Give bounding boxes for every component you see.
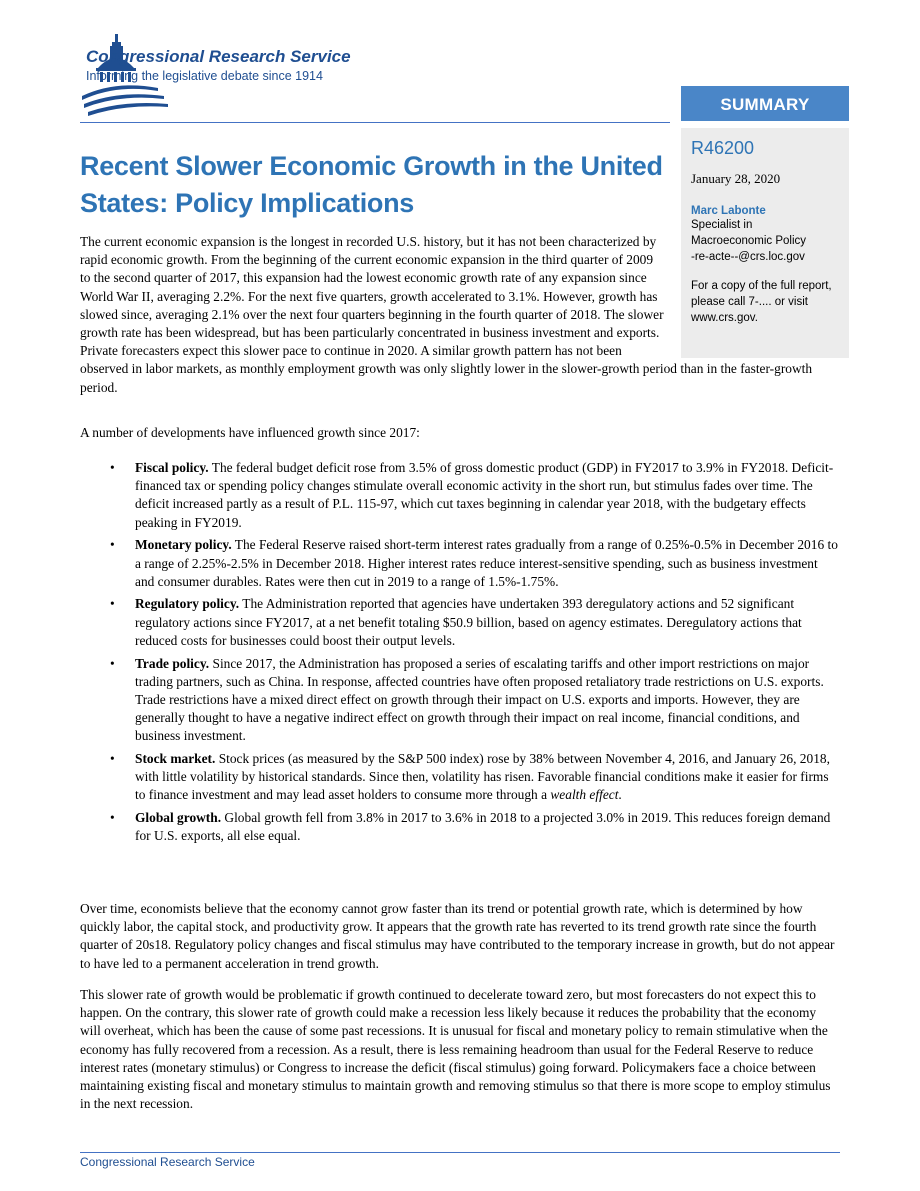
footer-divider — [80, 1152, 840, 1153]
developments-intro: A number of developments have influenced growth since 2017: — [80, 425, 420, 440]
author-email[interactable]: -re-acte--@crs.loc.gov — [691, 251, 805, 263]
bullet-heading: Monetary policy. — [135, 537, 232, 553]
title-line: States: Policy Implications — [80, 188, 415, 218]
bullet-heading: Regulatory policy. — [135, 596, 240, 612]
bullet-icon: • — [110, 596, 115, 612]
bullet-text: Since 2017, the Administration has proposed a series of escalating tariffs and other import restrictions on major trading partners, such as China. In response, affected countries have often proposed retaliatory trade restrictions on U.S. exports. Trade restrictions have a mixed direct effect on growth through their impact on U.S. exports and imports. However, they are generally thought to have a negative indirect effect on growth through their impact on real income, financial conditions, and business investment. — [135, 655, 824, 744]
header-divider — [80, 122, 670, 123]
copy-note-line: For a copy of the full report, — [691, 280, 832, 292]
bullet-heading: Stock market. — [135, 751, 216, 767]
author-name: Marc Labonte — [691, 205, 766, 217]
org-name: Congressional Research Service — [86, 47, 351, 66]
footer-text: Congressional Research Service — [80, 1155, 255, 1169]
author-title: Specialist in — [691, 219, 753, 231]
title-line: Recent Slower Economic Growth in the United — [80, 151, 663, 181]
bullet-italic: wealth effect — [550, 787, 619, 803]
list-item — [80, 750, 840, 805]
author-field: Macroeconomic Policy — [691, 235, 807, 247]
trend-paragraph: Over time, economists believe that the economy cannot grow faster than its trend or potential growth rate, which is determined by how quickly labor, the capital stock, and productivity grow. It appears that the growth rate has reverted to its trend growth rate since the fourth quarter of 20s18. Regulatory policy changes and fiscal stimulus may have contributed to the temporary increase in growth, but do not appear to have led to a permanent acceleration in trend growth. — [80, 901, 835, 971]
report-number: R46200 — [691, 138, 755, 158]
bullet-icon: • — [110, 537, 115, 553]
list-item — [80, 809, 840, 845]
bullet-text: The Administration reported that agencies have undertaken 393 deregulatory actions and 52 significant regulatory actions since FY2017, at a net benefit totaling $50.9 billion, based on agency estimates. Deregulatory actions that reduced costs for businesses could boost their output levels. — [135, 596, 802, 648]
list-item — [80, 459, 840, 532]
bullet-text: The Federal Reserve raised short-term interest rates gradually from a range of 0.25%-0.5% in December 2016 to a range of 2.25%-2.5% in December 2018. Higher interest rates reduce interest-sensitive spending, such as business investment and consumer durables. Rates were then cut in 2019 to a range of 1.5%-1.75%. — [135, 537, 838, 589]
bullet-tail: . — [618, 787, 622, 803]
bullet-text: The federal budget deficit rose from 3.5% of gross domestic product (GDP) in FY2017 to 3.9% in FY2018. Deficit-financed tax or spending policy changes stimulate overall economic activity in the short run, but stimulus fades over time. The deficit increased partly as a result of P.L. 115-97, which cut taxes beginning in calendar year 2018, with the budgetary effects peaking in FY2019. — [135, 460, 834, 530]
bullet-text: Stock prices (as measured by the S&P 500 index) rose by 38% between November 4, 2016, and January 26, 2018, with little volatility by historical standards. Since then, volatility has risen. Favorable financial conditions make it easier for firms to finance investment and may lead asset holders to consume more through a — [135, 751, 830, 803]
developments-list — [80, 459, 840, 850]
bullet-icon: • — [110, 751, 115, 767]
slower-growth-paragraph: This slower rate of growth would be problematic if growth continued to decelerate toward zero, but most forecasters do not expect this to happen. On the contrary, this slower rate of growth could make a recession less likely because it reduces the probability that the economy will overheat, which has been the cause of some past recessions. It is unusual for fiscal and monetary policy to remain stimulative when the economy has fully recovered from a recession. As a result, there is less remaining headroom than usual for the Federal Reserve to reduce interest rates (monetary stimulus) or Congress to increase the deficit (fiscal stimulus) going forward. Policymakers face a choice between maintaining existing fiscal and monetary stimulus to maintain growth and removing stimulus so that there is more scope to employ stimulus in the next recession. — [80, 987, 831, 1112]
bullet-icon: • — [110, 655, 115, 671]
bullet-heading: Fiscal policy. — [135, 460, 209, 475]
summary-label: SUMMARY — [681, 86, 849, 121]
list-item — [80, 536, 840, 591]
bullet-icon: • — [110, 460, 115, 475]
intro-text-wide: observed in labor markets, as monthly employment growth was only slightly lower in the slower-growth period than in the faster-growth period. — [80, 361, 813, 395]
bullet-icon: • — [110, 810, 115, 826]
bullet-text: Global growth fell from 3.8% in 2017 to 3.6% in 2018 to a projected 3.0% in 2019. This reduces foreign demand for U.S. exports, all else equal. — [135, 810, 831, 844]
intro-paragraph — [80, 233, 840, 397]
copy-note-line: please call 7-.... or visit — [691, 296, 808, 308]
list-item — [80, 595, 840, 650]
bullet-heading: Trade policy. — [135, 655, 210, 671]
list-item — [80, 655, 840, 746]
report-date: January 28, 2020 — [691, 171, 781, 186]
org-tagline: Informing the legislative debate since 1914 — [86, 69, 323, 83]
crs-website-link[interactable]: www.crs.gov. — [691, 312, 758, 324]
report-title — [80, 148, 670, 222]
intro-text-narrow: The current economic expansion is the longest in recorded U.S. history, but it has not been characterized by rapid economic growth. From the beginning of the current economic expansion in the third quarter of 2009 to the second quarter of 2017, this expansion had the lowest economic growth rate of any expansion since World War II, averaging 2.2%. For the next five quarters, growth accelerated to 3.1%. However, growth has slowed since, averaging 2.1% over the next four quarters beginning in the fourth quarter of 2018. The slower growth rate has been widespread, but has been particularly concentrated in business investment and exports. Private forecasters expect this slower pace to continue in 2020. A similar growth pattern has not been — [80, 234, 664, 359]
bullet-heading: Global growth. — [135, 810, 222, 826]
